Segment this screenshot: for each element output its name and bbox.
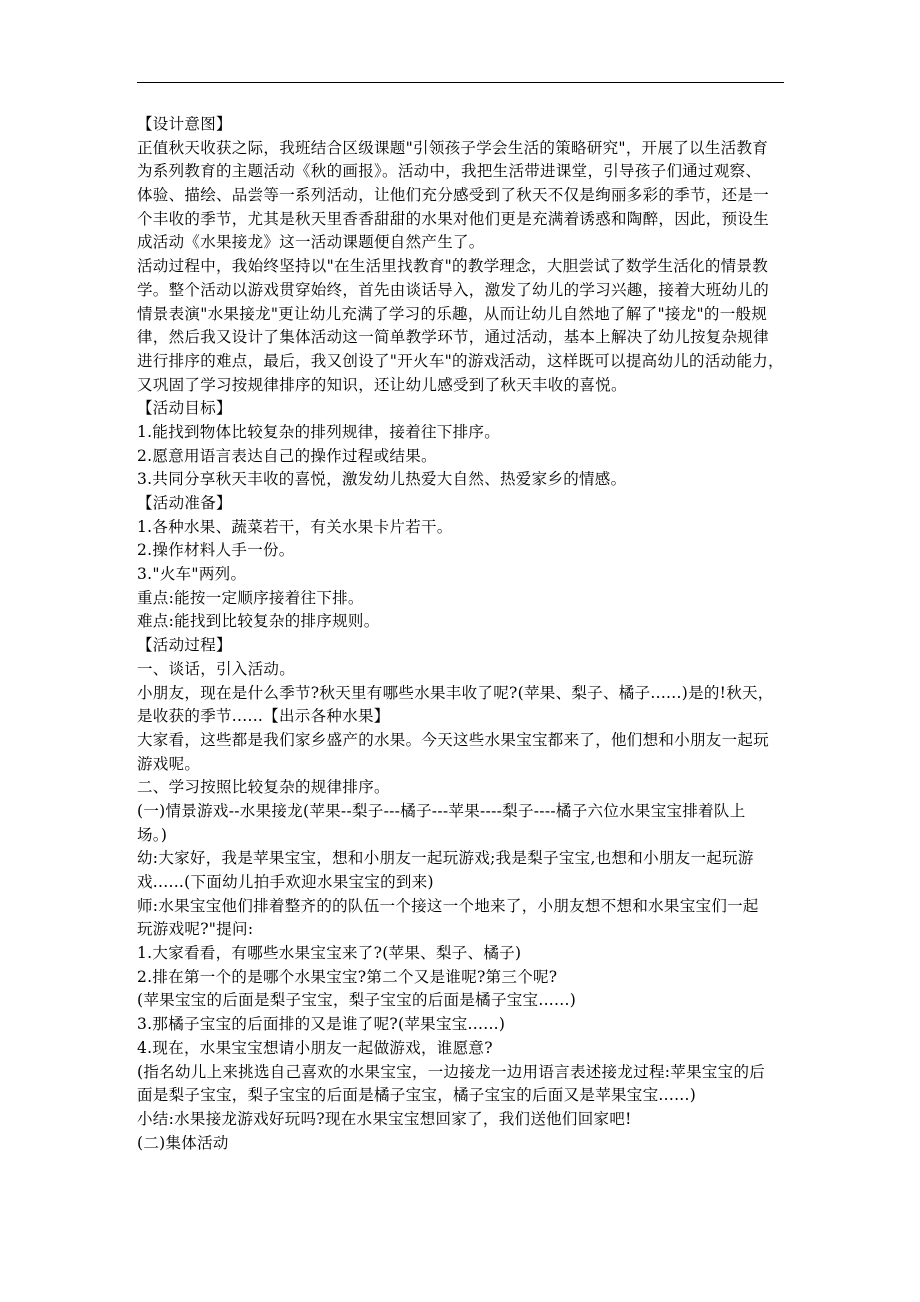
- text-line: 又巩固了学习按规律排序的知识，还让幼儿感受到了秋天丰收的喜悦。: [137, 375, 627, 394]
- text-line: (二)集体活动: [137, 1133, 229, 1152]
- header-rule: [137, 82, 784, 83]
- text-line: 正值秋天收获之际，我班结合区级课题"引领孩子学会生活的策略研究"，开展了以生活教育: [137, 138, 769, 157]
- text-line: 大家看，这些都是我们家乡盛产的水果。今天这些水果宝宝都来了，他们想和小朋友一起玩: [137, 730, 770, 749]
- text-line: 一、谈话，引入活动。: [137, 659, 296, 678]
- text-line: 重点:能按一定顺序接着往下排。: [137, 588, 364, 607]
- text-line: 2.操作材料人手一份。: [137, 541, 295, 560]
- text-line: (苹果宝宝的后面是梨子宝宝，梨子宝宝的后面是橘子宝宝......): [137, 991, 577, 1010]
- text-line: 活动过程中，我始终坚持以"在生活里找教育"的教学理念，大胆尝试了数学生活化的情景教: [137, 257, 769, 276]
- text-line: 【设计意图】: [137, 115, 232, 133]
- text-line: 【活动目标】: [137, 399, 232, 418]
- text-line: 情景表演"水果接龙"更让幼儿充满了学习的乐趣，从而让幼儿自然地了解了"接龙"的一般规: [137, 304, 768, 323]
- text-line: 1.能找到物体比较复杂的排列规律，接着往下排序。: [137, 422, 500, 441]
- text-line: 场。): [137, 825, 168, 844]
- text-line: 个丰收的季节，尤其是秋天里香香甜甜的水果对他们更是充满着诱惑和陶醉，因此，预设生: [137, 209, 770, 228]
- text-line: 是收获的季节......【出示各种水果】: [137, 707, 390, 726]
- text-line: 玩游戏呢?"提问:: [137, 920, 254, 939]
- text-line: 1.各种水果、蔬菜若干，有关水果卡片若干。: [137, 517, 453, 536]
- text-line: 体验、描绘、品尝等一系列活动，让他们充分感受到了秋天不仅是绚丽多彩的季节，还是一: [137, 186, 770, 205]
- text-line: 游戏呢。: [137, 754, 201, 773]
- text-line: 小结:水果接龙游戏好玩吗?现在水果宝宝想回家了，我们送他们回家吧!: [137, 1109, 632, 1128]
- text-line: 面是梨子宝宝，梨子宝宝的后面是橘子宝宝，橘子宝宝的后面又是苹果宝宝......): [137, 1086, 697, 1105]
- text-line: 律，然后我又设计了集体活动这一简单教学环节，通过活动，基本上解决了幼儿按复杂规律: [137, 328, 770, 347]
- text-line: 难点:能找到比较复杂的排序规则。: [137, 612, 380, 631]
- text-line: 为系列教育的主题活动《秋的画报》。活动中，我把生活带进课堂，引导孩子们通过观察、: [137, 162, 762, 181]
- text-line: 学。整个活动以游戏贯穿始终，首先由谈话导入，激发了幼儿的学习兴趣，接着大班幼儿的: [137, 280, 770, 299]
- text-line: (一)情景游戏--水果接龙(苹果--梨子---橘子---苹果----梨子----橘子六位水果宝宝排着队上: [137, 801, 746, 820]
- text-line: 二、学习按照比较复杂的规律排序。: [137, 778, 390, 797]
- text-line: 小朋友，现在是什么季节?秋天里有哪些水果丰收了呢?(苹果、梨子、橘子......)是的!秋天，: [137, 683, 774, 702]
- text-line: 【活动过程】: [137, 636, 232, 655]
- text-line: 3."火车"两列。: [137, 565, 247, 584]
- text-line: 2.愿意用语言表达自己的操作过程或结果。: [137, 446, 437, 465]
- text-line: 师:水果宝宝他们排着整齐的的队伍一个接这一个地来了，小朋友想不想和水果宝宝们一起: [137, 896, 759, 915]
- text-line: 进行排序的难点，最后，我又创设了"开火车"的游戏活动，这样既可以提高幼儿的活动能力，: [137, 351, 784, 370]
- text-line: 3.共同分享秋天丰收的喜悦，激发幼儿热爱大自然、热爱家乡的情感。: [137, 470, 627, 489]
- document-body: [137, 113, 787, 1155]
- text-line: 3.那橘子宝宝的后面排的又是谁了呢?(苹果宝宝......): [137, 1015, 506, 1034]
- text-line: 成活动《水果接龙》这一活动课题便自然产生了。: [137, 233, 485, 252]
- text-line: 幼:大家好，我是苹果宝宝，想和小朋友一起玩游戏;我是梨子宝宝,也想和小朋友一起玩游: [137, 849, 754, 868]
- text-line: 1.大家看看，有哪些水果宝宝来了?(苹果、梨子、橘子): [137, 944, 522, 963]
- text-line: 戏......(下面幼儿拍手欢迎水果宝宝的到来): [137, 873, 434, 891]
- text-line: 【活动准备】: [137, 494, 232, 512]
- text-line: 4.现在，水果宝宝想请小朋友一起做游戏，谁愿意?: [137, 1038, 493, 1057]
- text-line: 2.排在第一个的是哪个水果宝宝?第二个又是谁呢?第三个呢?: [137, 967, 558, 986]
- text-line: (指名幼儿上来挑选自己喜欢的水果宝宝，一边接龙一边用语言表述接龙过程:苹果宝宝的后: [137, 1062, 766, 1081]
